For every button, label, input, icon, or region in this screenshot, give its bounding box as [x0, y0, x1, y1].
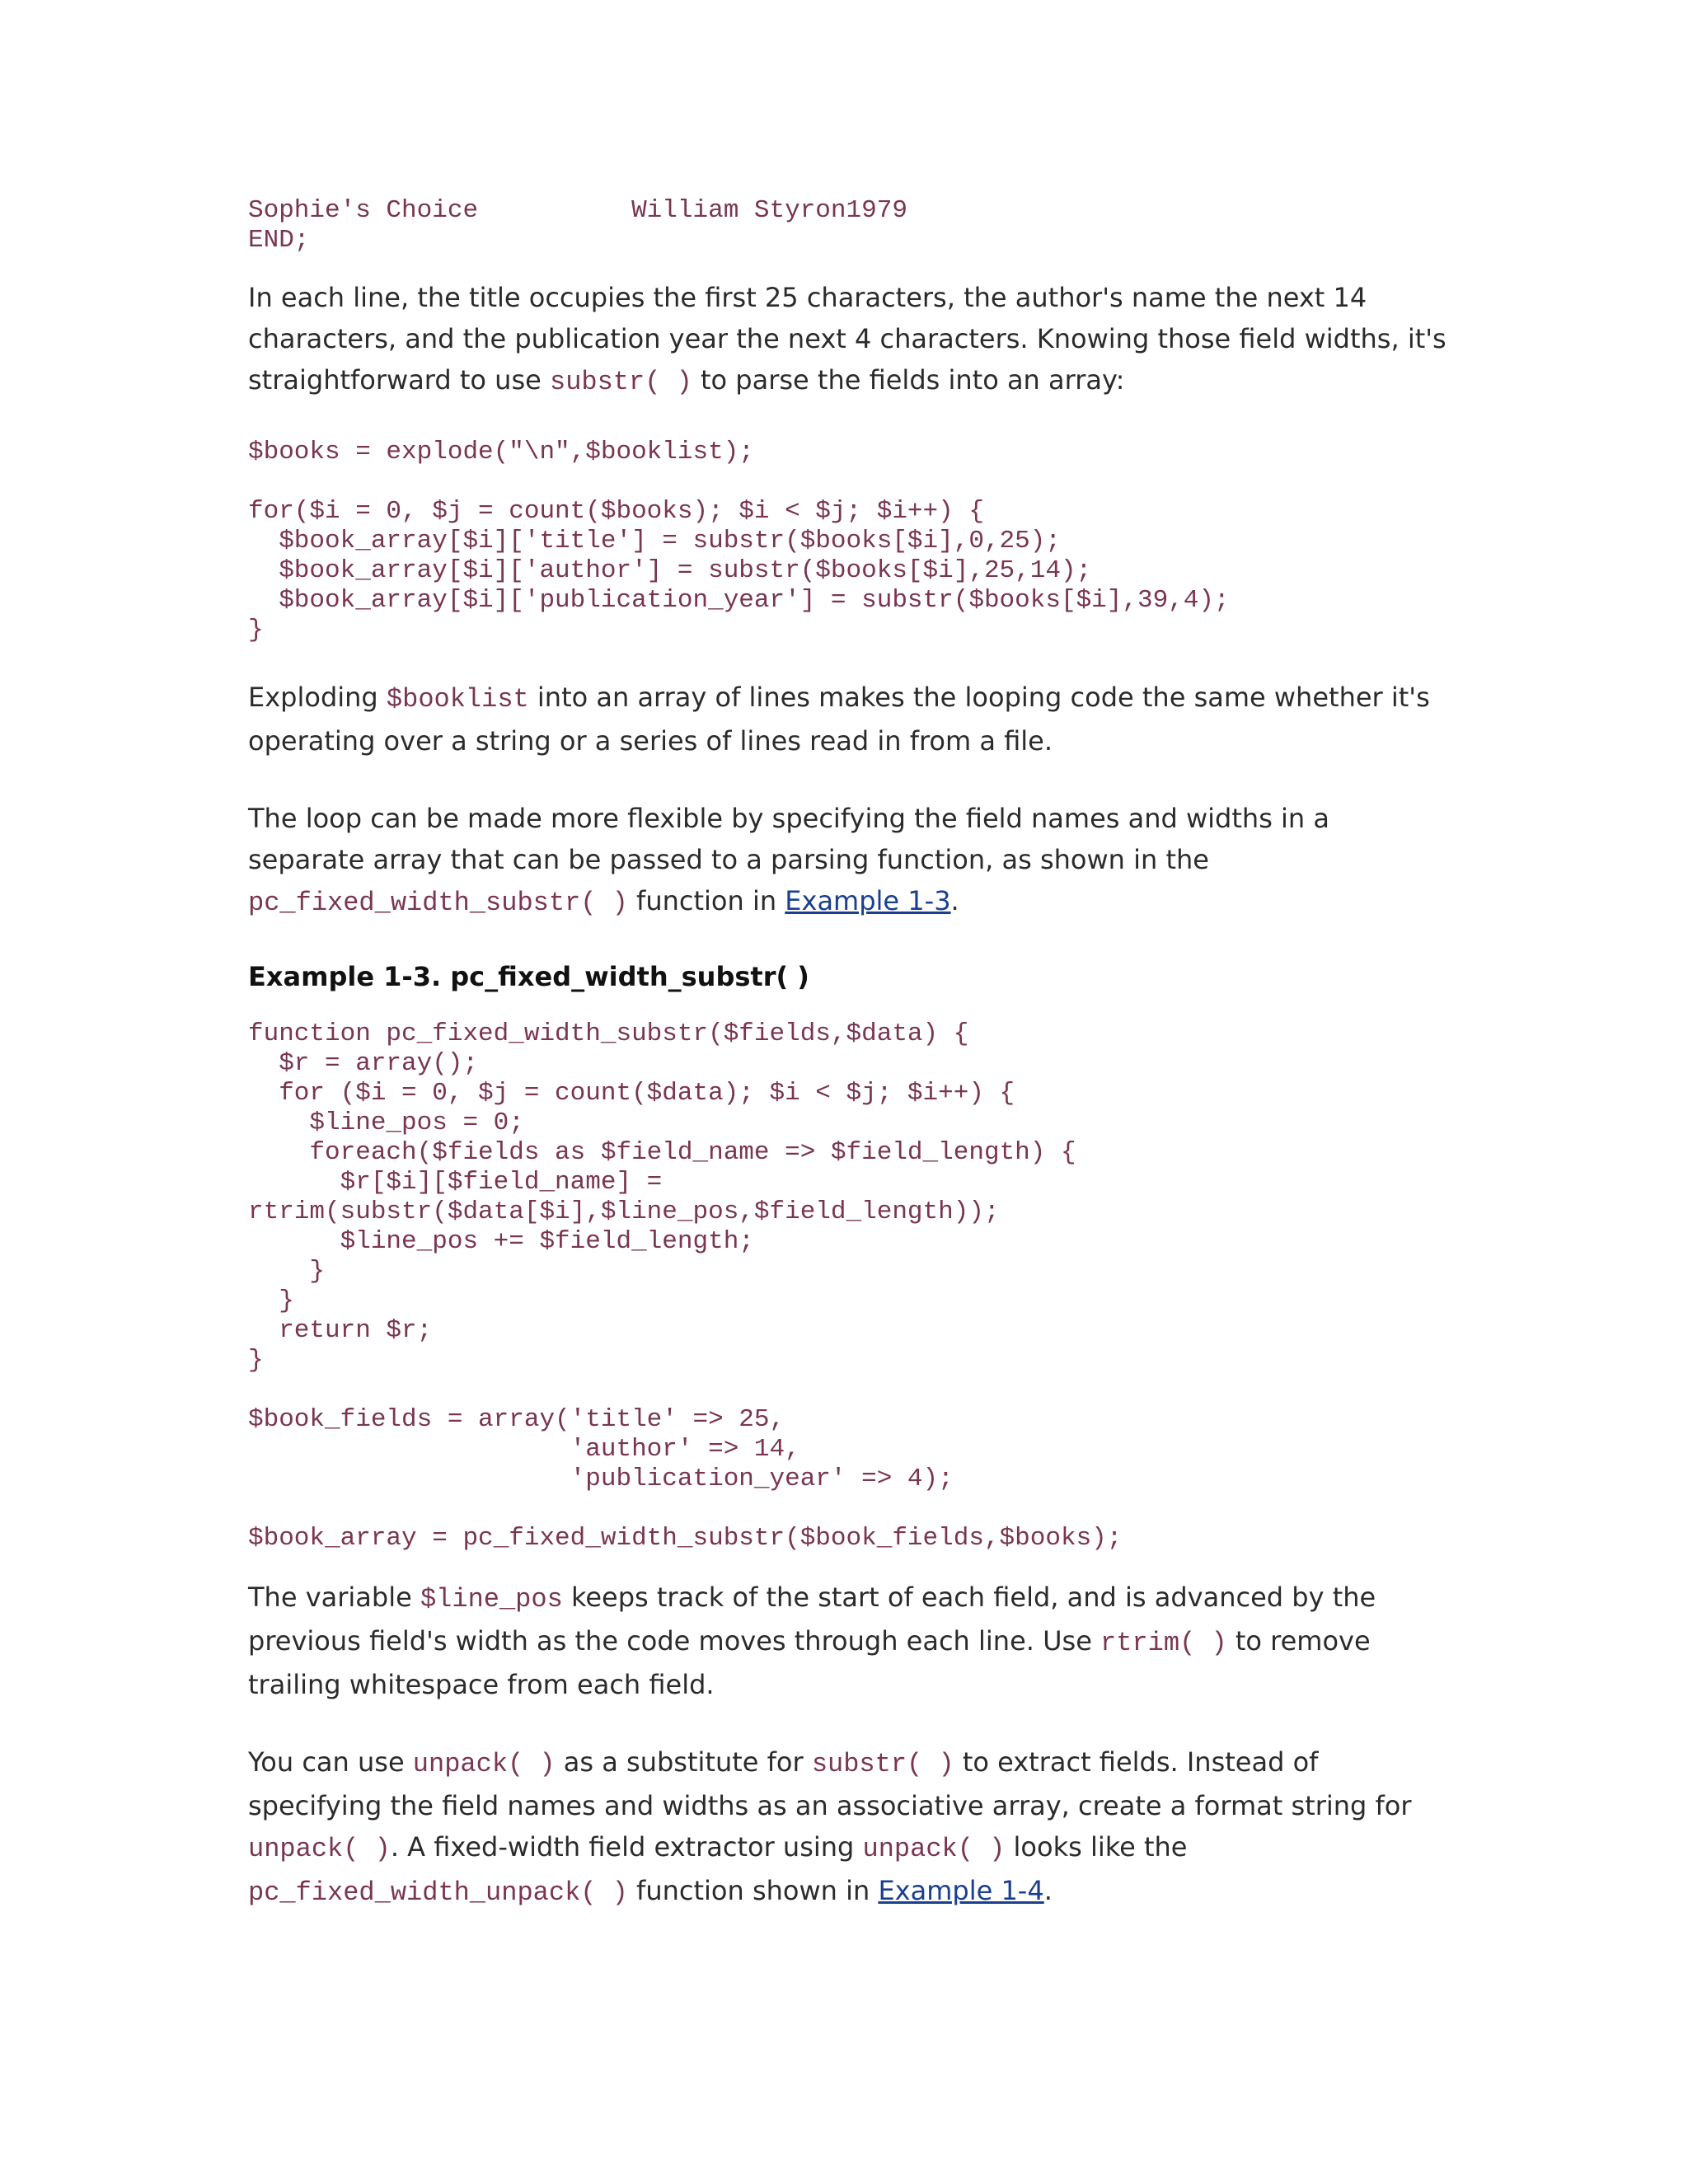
inline-code: $booklist — [386, 684, 529, 715]
code-line: function pc_fixed_width_substr($fields,$data) { — [248, 1019, 969, 1048]
text-run: Exploding — [248, 682, 387, 713]
inline-code: rtrim( ) — [1100, 1628, 1227, 1658]
code-line: } — [248, 1286, 294, 1315]
text-run: function in — [627, 885, 785, 916]
text-run: The loop can be made more flexible by specifying the field names and widths in a separate array that can be passed to a parsing function, as shown in the — [248, 803, 1329, 875]
example-title: Example 1-3. pc_fixed_width_substr( ) — [248, 961, 809, 992]
text-run: . A fixed-width field extractor using — [390, 1831, 863, 1863]
code-line: $r[$i][$field_name] = — [248, 1168, 663, 1197]
code-line: $r = array(); — [248, 1049, 479, 1078]
code-line: $line_pos = 0; — [248, 1108, 524, 1137]
code-line: $book_array = pc_fixed_width_substr($book_fields,$books); — [248, 1524, 1123, 1553]
code-line: END; — [248, 226, 310, 255]
example-1-3-link[interactable]: Example 1-3 — [785, 885, 951, 916]
code-line: for($i = 0, $j = count($books); $i < $j; $i++) { — [248, 497, 984, 526]
code-line: $book_array[$i]['title'] = substr($books[$i],0,25); — [248, 527, 1061, 555]
code-line: return $r; — [248, 1316, 433, 1345]
code-line: } — [248, 1257, 326, 1286]
text-run: function shown in — [627, 1875, 879, 1906]
inline-code: unpack( ) — [862, 1834, 1006, 1864]
code-block-booklist-tail — [248, 196, 1451, 255]
text-run: to extract fields. Instead of specifying the field names and widths as an associative array, create a format string for — [248, 1746, 1412, 1821]
inline-code: pc_fixed_width_unpack( ) — [248, 1877, 628, 1908]
inline-code: unpack( ) — [248, 1834, 391, 1864]
text-run: to parse the fields into an array: — [692, 364, 1125, 396]
text-run: In each line, the title occupies the first 25 characters, the author's name the next 14 characters, and the publication year the next 4 characters. Knowing those field widths, it's straightforward to use — [248, 282, 1447, 396]
code-block-explode-loop — [248, 438, 1451, 645]
code-line: 'author' => 14, — [248, 1435, 800, 1464]
text-run: looks like the — [1005, 1831, 1188, 1863]
inline-code: pc_fixed_width_substr( ) — [248, 888, 628, 918]
paragraph-unpack — [248, 1741, 1451, 1914]
code-line: } — [248, 616, 264, 644]
text-run: keeps track of the start of each field, and is advanced by the previous field's width as the code moves through each line. Use — [248, 1582, 1376, 1657]
code-line: Sophie's Choice William Styron1979 — [248, 196, 907, 225]
code-line: $books = explode("\n",$booklist); — [248, 438, 754, 466]
text-run: The variable — [248, 1582, 420, 1613]
text-run: as a substitute for — [555, 1746, 812, 1778]
code-line: } — [248, 1346, 264, 1375]
code-line: $book_array[$i]['author'] = substr($books[$i],25,14); — [248, 556, 1092, 585]
code-line: $book_array[$i]['publication_year'] = substr($books[$i],39,4); — [248, 586, 1230, 615]
code-line: $book_fields = array('title' => 25, — [248, 1405, 785, 1434]
inline-code: $line_pos — [420, 1584, 563, 1615]
code-block-example-1-3 — [248, 1019, 1451, 1554]
code-line: foreach($fields as $field_name => $field_length) { — [248, 1138, 1076, 1167]
code-line: 'publication_year' => 4); — [248, 1465, 954, 1493]
text-run: . — [950, 885, 959, 916]
paragraph-exploding — [248, 677, 1451, 762]
paragraph-line-pos — [248, 1577, 1451, 1705]
inline-code: substr( ) — [549, 367, 692, 397]
paragraph-flexible-loop — [248, 798, 1451, 924]
code-line: rtrim(substr($data[$i],$line_pos,$field_length)); — [248, 1197, 1000, 1226]
text-run: You can use — [248, 1746, 413, 1778]
paragraph-field-widths — [248, 277, 1451, 403]
text-run: to remove trailing whitespace from each field. — [248, 1625, 1371, 1700]
text-run: . — [1043, 1875, 1053, 1906]
code-line: $line_pos += $field_length; — [248, 1227, 754, 1256]
example-1-4-link[interactable]: Example 1-4 — [878, 1875, 1044, 1906]
document-page — [248, 196, 1451, 1914]
inline-code: unpack( ) — [412, 1749, 556, 1779]
inline-code: substr( ) — [811, 1749, 954, 1779]
code-line: for ($i = 0, $j = count($data); $i < $j; $i++) { — [248, 1079, 1015, 1108]
text-run: into an array of lines makes the looping code the same whether it's operating over a string or a series of lines read in from a file. — [248, 682, 1430, 757]
